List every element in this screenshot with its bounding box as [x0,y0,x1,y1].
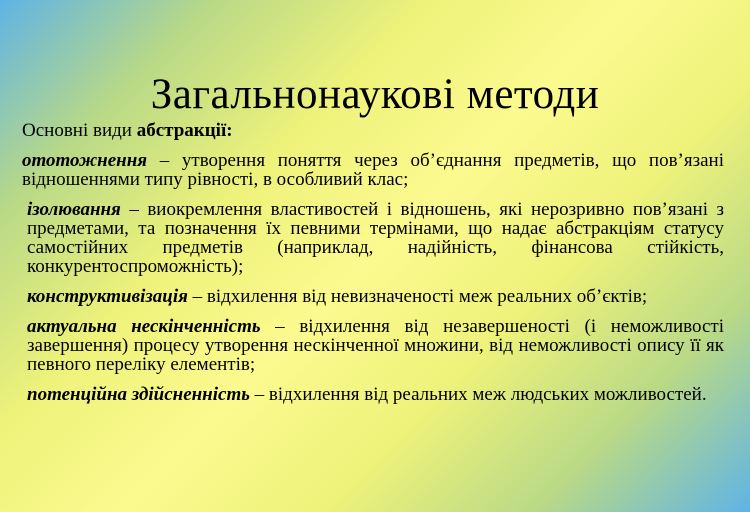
term: потенційна здійсненність [27,384,250,405]
list-item-constructivization [22,287,724,306]
definition: – відхилення від реальних меж людських можливостей. [249,384,707,405]
term: актуальна нескінченність [27,316,261,337]
definition: – виокремлення властивостей і відношень, які нерозривно пов’язані з предметами, та позначення їх певними термінами, що надає абстракціям статусу самостійних предметів (наприклад, надійність, фінансова стійкість, конкурентоспроможність); [27,199,724,277]
definition: – відхилення від невизначеності меж реальних об’єктів; [187,286,648,307]
term: ізолювання [27,199,121,220]
slide-content [22,121,724,415]
definition: – відхилення від незавершеності (і неможливості завершення) процесу утворення нескінченної множини, від неможливості опису її як певного переліку елементів; [27,316,725,375]
slide-title: Загальнонаукові методи [150,71,600,118]
term: конструктивізація [27,286,188,307]
subtitle-bold: абстракції: [136,120,233,141]
definition: – утворення поняття через об’єднання предметів, що пов’язані відношеннями типу рівності, в особливий клас; [22,150,724,190]
list-item-identification [22,151,724,189]
subtitle-prefix: Основні види [22,120,137,141]
list-item-actual-infinity [22,317,724,374]
list-item-isolation [22,200,724,276]
list-item-potential-feasibility [22,385,724,404]
subtitle [22,121,724,140]
term: ототожнення [22,150,148,171]
